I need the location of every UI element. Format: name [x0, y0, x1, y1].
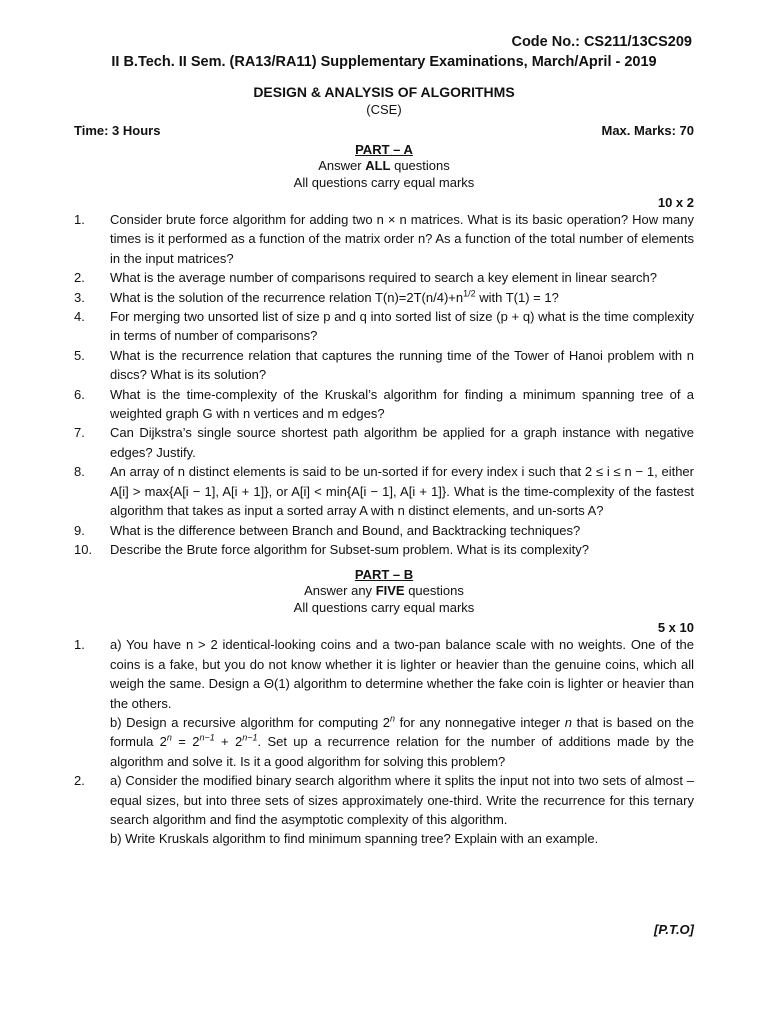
question-text-part: b) Design a recursive algorithm for computing 2	[110, 714, 391, 730]
question-text	[110, 771, 694, 849]
question-item	[74, 521, 694, 540]
question-text: For merging two unsorted list of size p and q into sorted list of size (p + q) what is the time complexity in terms of number of comparisons?	[110, 309, 694, 344]
question-text-part: . Set up a recurrence relation for the number of additions made by the algorithm and solve it. Is it a good algorithm for solving this problem?	[110, 734, 694, 769]
sub-question-a: a) You have n > 2 identical-looking coins and a two-pan balance scale with no weights. One of the coins is a fake, but you do not know whether it is lighter or heavier than the genuine coins, which all weigh the same. Design a Θ(1) algorithm to determine whether the fake coin is lighter or heavier than the others.	[110, 637, 694, 711]
question-number: 9.	[74, 522, 85, 538]
question-text: What is the recurrence relation that captures the running time of the Tower of Hanoi problem with n discs? What is its solution?	[110, 347, 694, 383]
question-number: 10.	[74, 541, 93, 557]
question-text-part: with T(1) = 1?	[475, 289, 559, 305]
part-b-note: All questions carry equal marks	[293, 600, 475, 616]
pto-label: [P.T.O]	[654, 922, 694, 937]
part-a-questions	[74, 210, 694, 559]
question-item	[74, 210, 694, 268]
exponent: 1/2	[463, 288, 476, 299]
question-number: 1.	[74, 212, 85, 227]
question-item	[74, 268, 694, 287]
subject-title: DESIGN & ANALYSIS OF ALGORITHMS	[253, 84, 515, 100]
question-text: Can Dijkstra’s single source shortest path algorithm be applied for a graph instance with negative edges? Justify.	[110, 425, 694, 460]
part-a-note: All questions carry equal marks	[293, 175, 475, 190]
exponent: n	[166, 733, 172, 744]
question-text-part: = 2	[171, 734, 200, 750]
exponent: n−1	[242, 733, 258, 744]
instruction-text: questions	[390, 158, 450, 173]
instruction-emphasis: ALL	[365, 158, 391, 173]
question-text: What is the time-complexity of the Kruskal’s algorithm for finding a minimum spanning tree of a weighted graph G with n vertices and m edges?	[110, 386, 694, 422]
time-label: Time: 3 Hours	[74, 123, 161, 138]
instruction-text: questions	[404, 583, 464, 599]
question-number: 4.	[74, 309, 85, 325]
question-text-part: What is the solution of the recurrence relation T(n)=2T(n/4)+n	[110, 289, 464, 305]
part-b-instruction	[74, 582, 694, 599]
instruction-text: Answer any	[304, 583, 376, 599]
question-text: Describe the Brute force algorithm for Subset-sum problem. What is its complexity?	[110, 541, 590, 557]
question-item	[74, 635, 694, 771]
part-b-title: PART – B	[354, 567, 414, 583]
variable-n: n	[564, 714, 572, 730]
question-item	[74, 288, 694, 307]
question-text-part: + 2	[214, 734, 243, 750]
exam-title: II B.Tech. II Sem. (RA13/RA11) Supplementary Examinations, March/April - 2019	[111, 54, 657, 70]
question-item	[74, 540, 694, 559]
part-a-instruction	[74, 157, 694, 174]
question-item	[74, 346, 694, 385]
branch-label: (CSE)	[366, 102, 402, 117]
question-text: What is the average number of comparisons required to search a key element in linear search?	[110, 270, 658, 286]
question-number: 3.	[74, 289, 85, 305]
question-number: 7.	[74, 425, 85, 441]
question-text	[110, 288, 694, 307]
question-text-part: for any nonnegative integer	[395, 714, 565, 730]
question-number: 2.	[74, 773, 85, 789]
part-b-questions	[74, 635, 694, 848]
question-number: 2.	[74, 270, 85, 286]
question-text: What is the difference between Branch and Bound, and Backtracking techniques?	[110, 522, 581, 538]
question-item	[74, 307, 694, 346]
question-item	[74, 771, 694, 849]
time-marks-row	[74, 123, 694, 138]
code-number: Code No.: CS211/13CS209	[511, 34, 692, 50]
question-item	[74, 462, 694, 520]
exponent: n−1	[199, 733, 215, 744]
part-a-marks: 10 x 2	[657, 195, 694, 210]
instruction-text: Answer	[318, 158, 366, 173]
sub-question-a: a) Consider the modified binary search algorithm where it splits the input not into two sets of almost –equal sizes, but into three sets of sizes approximately one-third. Write the recurrence for this ternary search algorithm and find the asymptotic complexity of this algorithm.	[110, 773, 694, 827]
question-number: 8.	[74, 464, 85, 480]
question-item	[74, 385, 694, 424]
exponent: n	[390, 713, 396, 724]
instruction-emphasis: FIVE	[375, 583, 405, 599]
part-a-title: PART – A	[355, 142, 413, 157]
sub-question-b	[110, 713, 694, 771]
question-text: An array of n distinct elements is said to be un-sorted if for every index i such that 2 ≤ i ≤ n − 1, either A[i] > max{A[i − 1], A[i + 1]}, or A[i] < min{A[i − 1], A[i + 1]}. What is the time-complexity of the fastest algorithm that takes as input a sorted array A with n distinct elements, and un-sorts A?	[110, 464, 694, 519]
question-text	[110, 635, 694, 771]
question-text: Consider brute force algorithm for adding two n × n matrices. What is its basic operation? How many times is it performed as a function of the matrix order n? As a function of the total number of elements in the input matrices?	[110, 212, 694, 266]
question-number: 5.	[74, 347, 85, 363]
part-b-marks: 5 x 10	[657, 620, 694, 636]
max-marks-label: Max. Marks: 70	[601, 123, 694, 138]
question-number: 1.	[74, 637, 85, 653]
question-number: 6.	[74, 386, 85, 402]
sub-question-b: b) Write Kruskals algorithm to find minimum spanning tree? Explain with an example.	[110, 831, 599, 847]
question-text-part: that is based on the formula 2	[110, 714, 695, 750]
question-item	[74, 423, 694, 462]
